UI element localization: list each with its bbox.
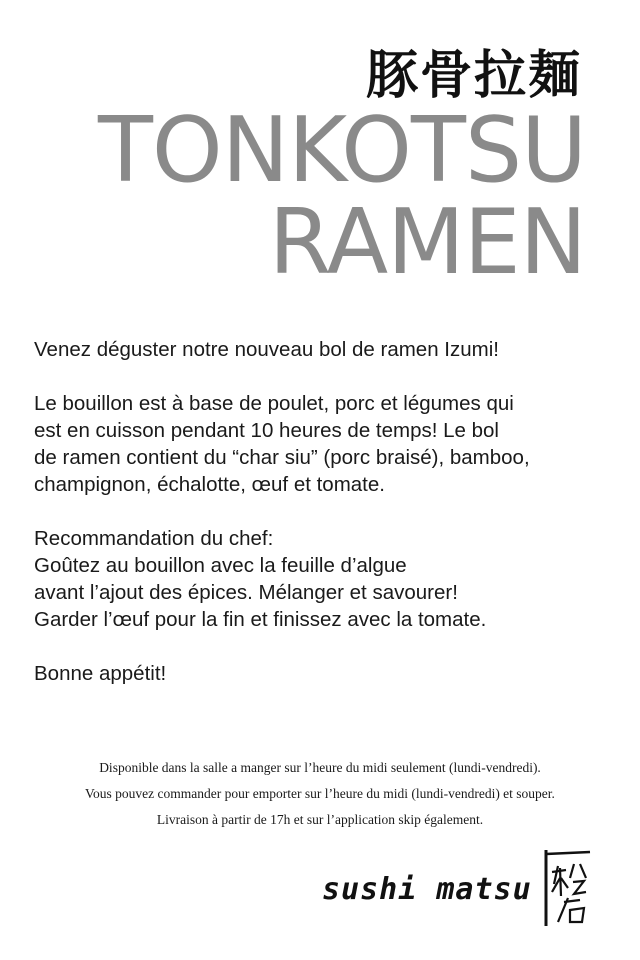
chef-line: Garder l’œuf pour la fin et finissez avec la tomate.	[34, 608, 487, 631]
chef-recommendation	[34, 525, 614, 633]
chef-line: Goûtez au bouillon avec la feuille d’algue	[34, 554, 407, 577]
takeout-note: Vous pouvez commander pour emporter sur l’heure du midi (lundi-vendredi) et souper.	[85, 786, 555, 801]
intro-paragraph: Venez déguster notre nouveau bol de ramen Izumi!	[34, 338, 499, 361]
kanji-heading: 豚骨拉麺	[365, 45, 582, 106]
description-line: Le bouillon est à base de poulet, porc et légumes qui	[34, 392, 514, 415]
logo-text: sushi matsu	[322, 872, 532, 907]
closing-line: Bonne appétit!	[34, 662, 167, 685]
description-line: champignon, échalotte, œuf et tomate.	[34, 473, 385, 496]
description-line: de ramen contient du “char siu” (porc braisé), bamboo,	[34, 446, 530, 469]
description-line: est en cuisson pendant 10 heures de temps! Le bol	[34, 419, 499, 442]
description-paragraph	[34, 390, 614, 498]
chef-line: Recommandation du chef:	[34, 527, 274, 550]
body-text	[34, 336, 614, 714]
sushi-matsu-logo	[322, 846, 592, 936]
availability-note: Disponible dans la salle a manger sur l’heure du midi seulement (lundi-vendredi).	[99, 760, 541, 775]
title-line-2: RAMEN	[268, 190, 586, 295]
delivery-note: Livraison à partir de 17h et sur l’application skip également.	[156, 812, 484, 827]
title-line-1: TONKOTSU	[97, 98, 586, 203]
matsu-kanji-mark	[540, 848, 592, 928]
footer-notes	[0, 755, 640, 833]
chef-line: avant l’ajout des épices. Mélanger et savourer!	[34, 581, 458, 604]
